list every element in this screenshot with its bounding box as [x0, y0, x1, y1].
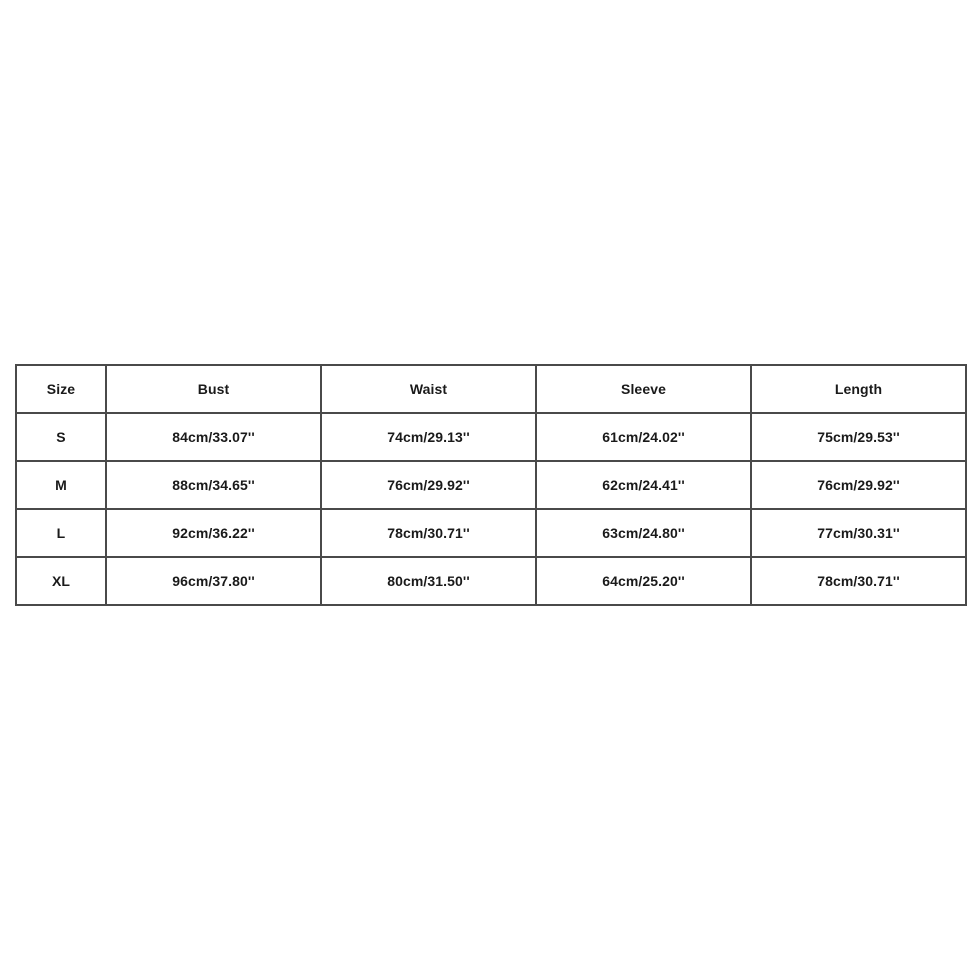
cell-sleeve: 64cm/25.20'' — [536, 557, 751, 605]
cell-length: 76cm/29.92'' — [751, 461, 966, 509]
cell-bust: 88cm/34.65'' — [106, 461, 321, 509]
cell-bust: 84cm/33.07'' — [106, 413, 321, 461]
header-waist: Waist — [321, 365, 536, 413]
table-row — [16, 413, 966, 461]
cell-size: XL — [16, 557, 106, 605]
cell-waist: 74cm/29.13'' — [321, 413, 536, 461]
header-bust: Bust — [106, 365, 321, 413]
cell-length: 78cm/30.71'' — [751, 557, 966, 605]
cell-size: S — [16, 413, 106, 461]
cell-length: 77cm/30.31'' — [751, 509, 966, 557]
table-header-row — [16, 365, 966, 413]
cell-sleeve: 61cm/24.02'' — [536, 413, 751, 461]
header-size: Size — [16, 365, 106, 413]
cell-waist: 76cm/29.92'' — [321, 461, 536, 509]
table-row — [16, 557, 966, 605]
cell-size: M — [16, 461, 106, 509]
cell-bust: 92cm/36.22'' — [106, 509, 321, 557]
header-length: Length — [751, 365, 966, 413]
cell-bust: 96cm/37.80'' — [106, 557, 321, 605]
cell-size: L — [16, 509, 106, 557]
header-sleeve: Sleeve — [536, 365, 751, 413]
cell-sleeve: 62cm/24.41'' — [536, 461, 751, 509]
size-chart-table — [15, 364, 967, 606]
cell-waist: 78cm/30.71'' — [321, 509, 536, 557]
cell-length: 75cm/29.53'' — [751, 413, 966, 461]
table-row — [16, 509, 966, 557]
cell-waist: 80cm/31.50'' — [321, 557, 536, 605]
cell-sleeve: 63cm/24.80'' — [536, 509, 751, 557]
table-row — [16, 461, 966, 509]
